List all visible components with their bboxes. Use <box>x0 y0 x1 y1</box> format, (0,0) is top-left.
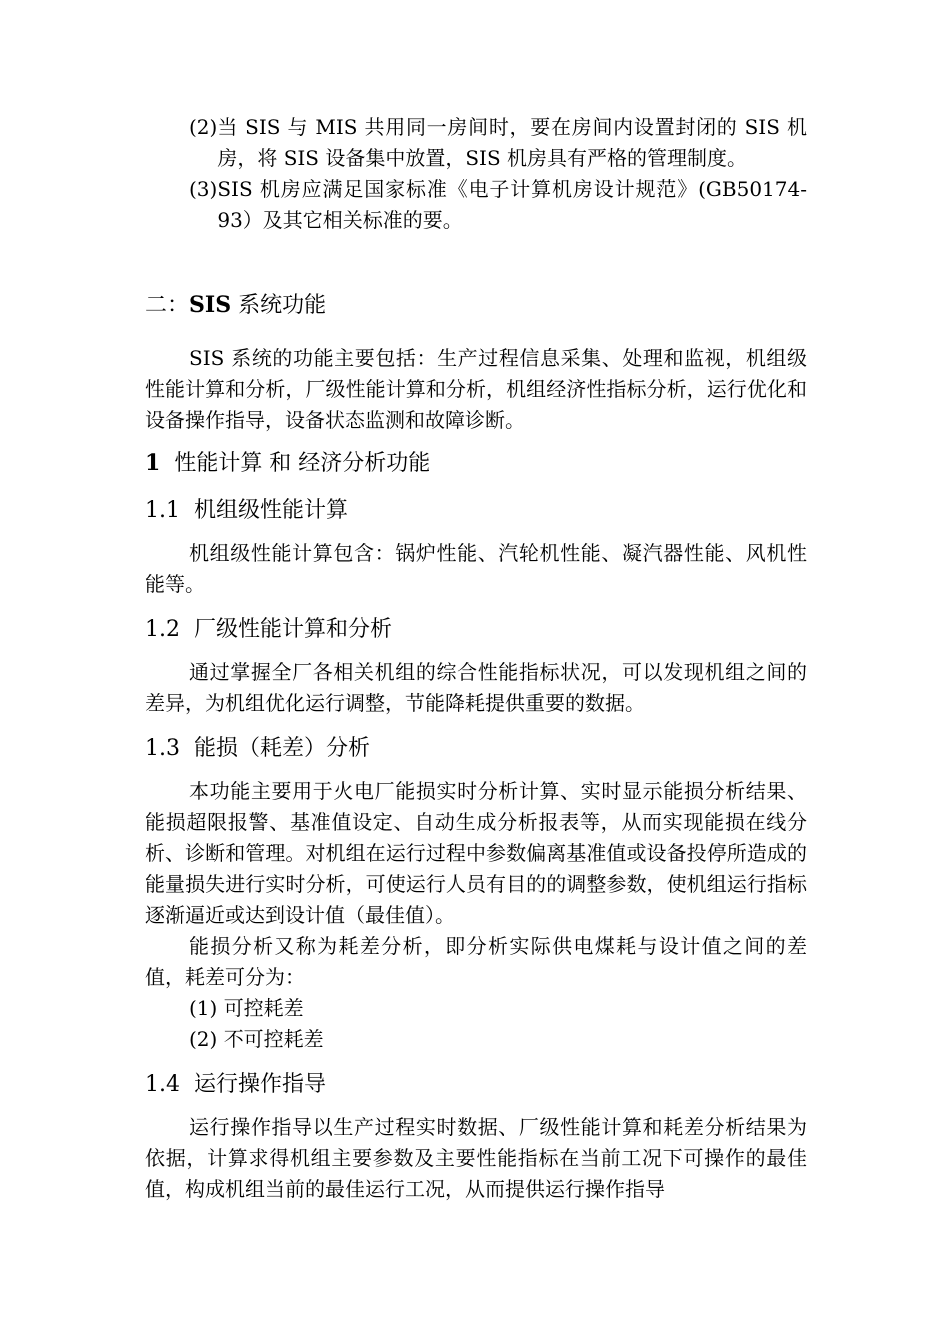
heading-title: 运行操作指导 <box>194 1072 327 1097</box>
paragraph: 机组级性能计算包含：锅炉性能、汽轮机性能、凝汽器性能、风机性能等。 <box>145 541 807 596</box>
heading-1 <box>145 448 807 479</box>
list-number: (3) <box>189 177 218 201</box>
heading-title: 厂级性能计算和分析 <box>194 617 393 642</box>
list-item: (1) 可控耗差 <box>189 996 304 1020</box>
document-page <box>145 112 807 1205</box>
list-item <box>189 174 807 236</box>
paragraph: 运行操作指导以生产过程实时数据、厂级性能计算和耗差分析结果为依据，计算求得机组主要参数及主要性能指标在当前工况下可操作的最佳值，构成机组当前的最佳运行工况，从而提供运行操作指导 <box>145 1115 807 1201</box>
heading-title: 能损（耗差）分析 <box>194 736 371 761</box>
list-text: 当 SIS 与 MIS 共用同一房间时，要在房间内设置封闭的 SIS 机房，将 SIS 设备集中放置，SIS 机房具有严格的管理制度。 <box>217 115 807 170</box>
section-rest: 系统功能 <box>231 293 327 318</box>
heading-title: 机组级性能计算 <box>194 498 349 523</box>
heading-number: 1.3 <box>145 736 180 761</box>
list-text: SIS 机房应满足国家标准《电子计算机房设计规范》(GB50174-93）及其它相关标准的要。 <box>217 177 807 232</box>
paragraph: 通过掌握全厂各相关机组的综合性能指标状况，可以发现机组之间的差异，为机组优化运行调整，节能降耗提供重要的数据。 <box>145 660 807 715</box>
section-prefix: 二： <box>145 293 190 318</box>
list-item <box>189 112 807 174</box>
heading-1-1 <box>145 495 807 526</box>
section-heading <box>145 290 807 321</box>
heading-1-2 <box>145 614 807 645</box>
heading-number: 1.1 <box>145 498 180 523</box>
paragraph: 本功能主要用于火电厂能损实时分析计算、实时显示能损分析结果、能损超限报警、基准值设定、自动生成分析报表等，从而实现能损在线分析、诊断和管理。对机组在运行过程中参数偏离基准值或设备投停所造成的能量损失进行实时分析，可使运行人员有目的的调整参数，使机组运行指标逐渐逼近或达到设计值（最佳值）。 <box>145 779 807 927</box>
heading-title: 性能计算 和 经济分析功能 <box>174 451 431 476</box>
list-item: (2) 不可控耗差 <box>189 1027 324 1051</box>
paragraph: 能损分析又称为耗差分析，即分析实际供电煤耗与设计值之间的差值，耗差可分为： <box>145 934 807 989</box>
heading-number: 1.4 <box>145 1072 180 1097</box>
section-intro: SIS 系统的功能主要包括：生产过程信息采集、处理和监视，机组级性能计算和分析，厂级性能计算和分析，机组经济性指标分析，运行优化和设备操作指导，设备状态监测和故障诊断。 <box>145 346 807 432</box>
list-number: (2) <box>189 115 218 139</box>
heading-1-3 <box>145 733 807 764</box>
heading-1-4 <box>145 1069 807 1100</box>
heading-number: 1.2 <box>145 617 180 642</box>
heading-number: 1 <box>145 450 161 476</box>
section-bold: SIS <box>189 292 232 318</box>
